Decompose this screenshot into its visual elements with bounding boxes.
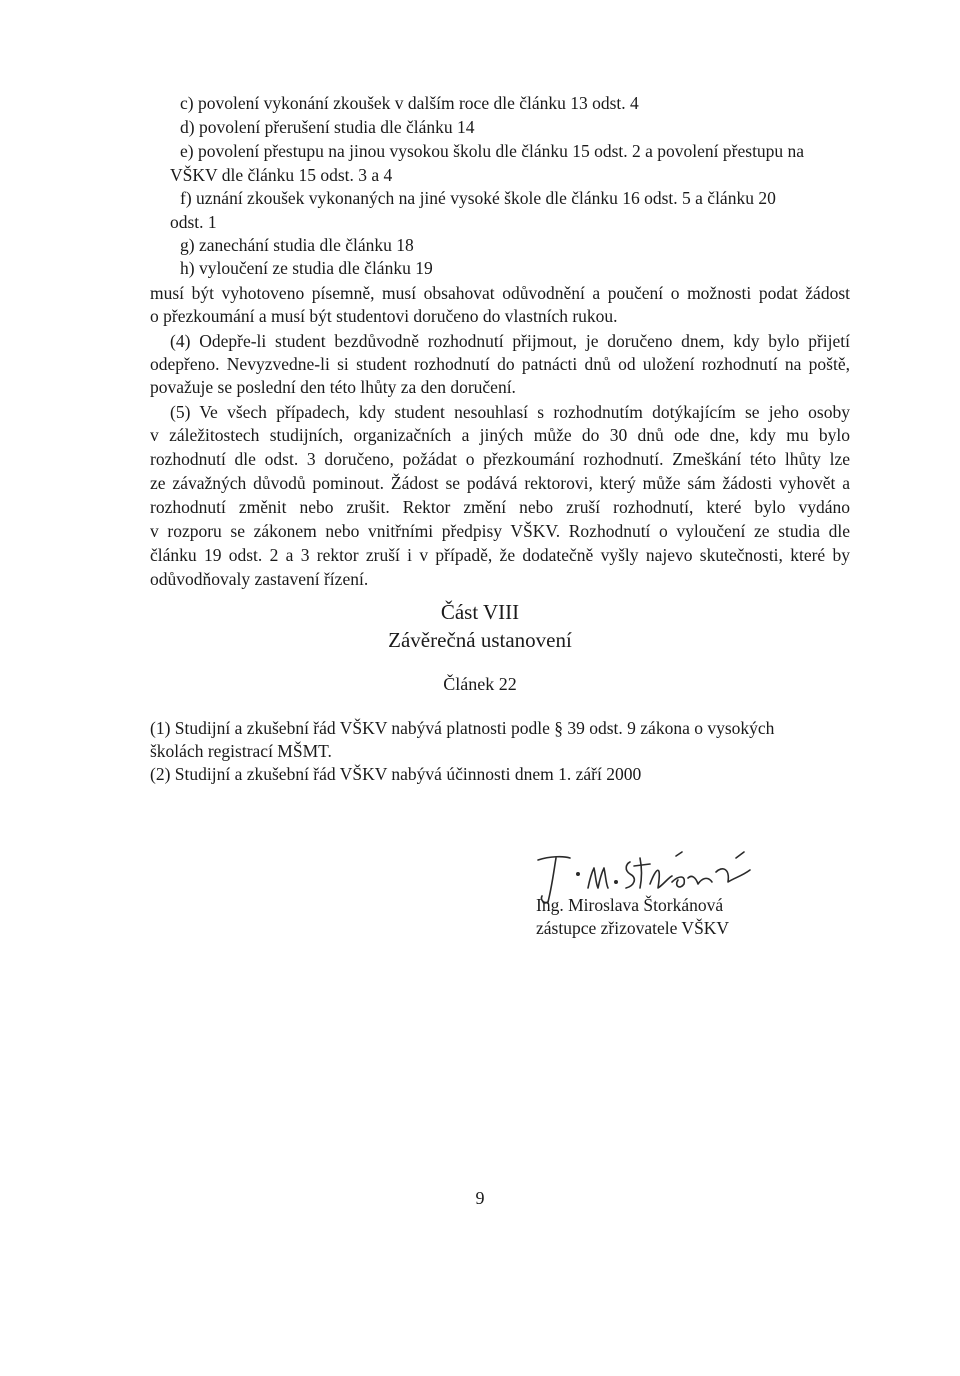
paragraph-5-line: v rozporu se zákonem nebo vnitřními předpisy VŠKV. Rozhodnutí o vyloučení ze studia dle (150, 521, 850, 541)
list-item-d: d) povolení přerušení studia dle článku 14 (180, 117, 475, 137)
article-heading: Článek 22 (443, 674, 517, 694)
paragraph-5-line: rozhodnutí změnit nebo zrušit. Rektor změní nebo zruší rozhodnutí, které bylo vydáno (150, 497, 850, 517)
paragraph-4-line: považuje se poslední den této lhůty za den doručení. (150, 377, 516, 397)
paragraph-5-line: (5) Ve všech případech, kdy student nesouhlasí s rozhodnutím dotýkajícím se jeho osoby (170, 402, 850, 422)
part-heading: Část VIII (440, 600, 520, 624)
paragraph-5-line: v záležitostech studijních, organizačních a jiných může do 30 dnů ode dne, kdy mu bylo (150, 425, 850, 445)
signatory-role: zástupce zřizovatele VŠKV (536, 918, 730, 938)
part-title: Závěrečná ustanovení (388, 628, 572, 652)
list-item-h: h) vyloučení ze studia dle článku 19 (180, 258, 433, 278)
paragraph-3-line: o přezkoumání a musí být studentovi doručeno do vlastních rukou. (150, 306, 618, 326)
paragraph-5-line: odůvodňovaly zastavení řízení. (150, 569, 369, 589)
paragraph-5-line: ze závažných důvodů pominout. Žádost se podává rektorovi, který může sám žádosti vyhovět a (150, 473, 850, 493)
list-item-f: f) uznání zkoušek vykonaných na jiné vysoké škole dle článku 16 odst. 5 a článku 20 (180, 188, 776, 208)
paragraph-3-line: musí být vyhotoveno písemně, musí obsahovat odůvodnění a poučení o možnosti podat žádost (150, 283, 850, 303)
list-item-e: e) povolení přestupu na jinou vysokou školu dle článku 15 odst. 2 a povolení přestupu na (180, 141, 805, 161)
final-paragraph-line: (1) Studijní a zkušební řád VŠKV nabývá platnosti podle § 39 odst. 9 zákona o vysokých (150, 718, 775, 738)
list-item-f-cont: odst. 1 (170, 212, 217, 232)
page-number: 9 (475, 1188, 485, 1208)
signatory-name: Ing. Miroslava Štorkánová (536, 895, 724, 915)
final-paragraph-line: (2) Studijní a zkušební řád VŠKV nabývá účinnosti dnem 1. září 2000 (150, 764, 642, 784)
paragraph-5-line: rozhodnutí dle odst. 3 doručeno, požádat o přezkoumání rozhodnutí. Zmeškání této lhůty lze (150, 449, 850, 469)
paragraph-4-line: (4) Odepře-li student bezdůvodně rozhodnutí přijmout, je doručeno dnem, kdy bylo přijetí (170, 331, 850, 351)
final-paragraph-line: školách registrací MŠMT. (150, 741, 332, 761)
paragraph-4-line: odepřeno. Nevyzvedne-li si student rozhodnutí do patnácti dnů od uložení rozhodnutí na poště, (150, 354, 850, 374)
paragraph-5-line: článku 19 odst. 2 a 3 rektor zruší i v případě, že dodatečně vyšly najevo skutečnosti, které by (150, 545, 850, 565)
list-item-g: g) zanechání studia dle článku 18 (180, 235, 414, 255)
list-item-c: c) povolení vykonání zkoušek v dalším roce dle článku 13 odst. 4 (180, 93, 639, 113)
list-item-e-cont: VŠKV dle článku 15 odst. 3 a 4 (170, 165, 393, 185)
